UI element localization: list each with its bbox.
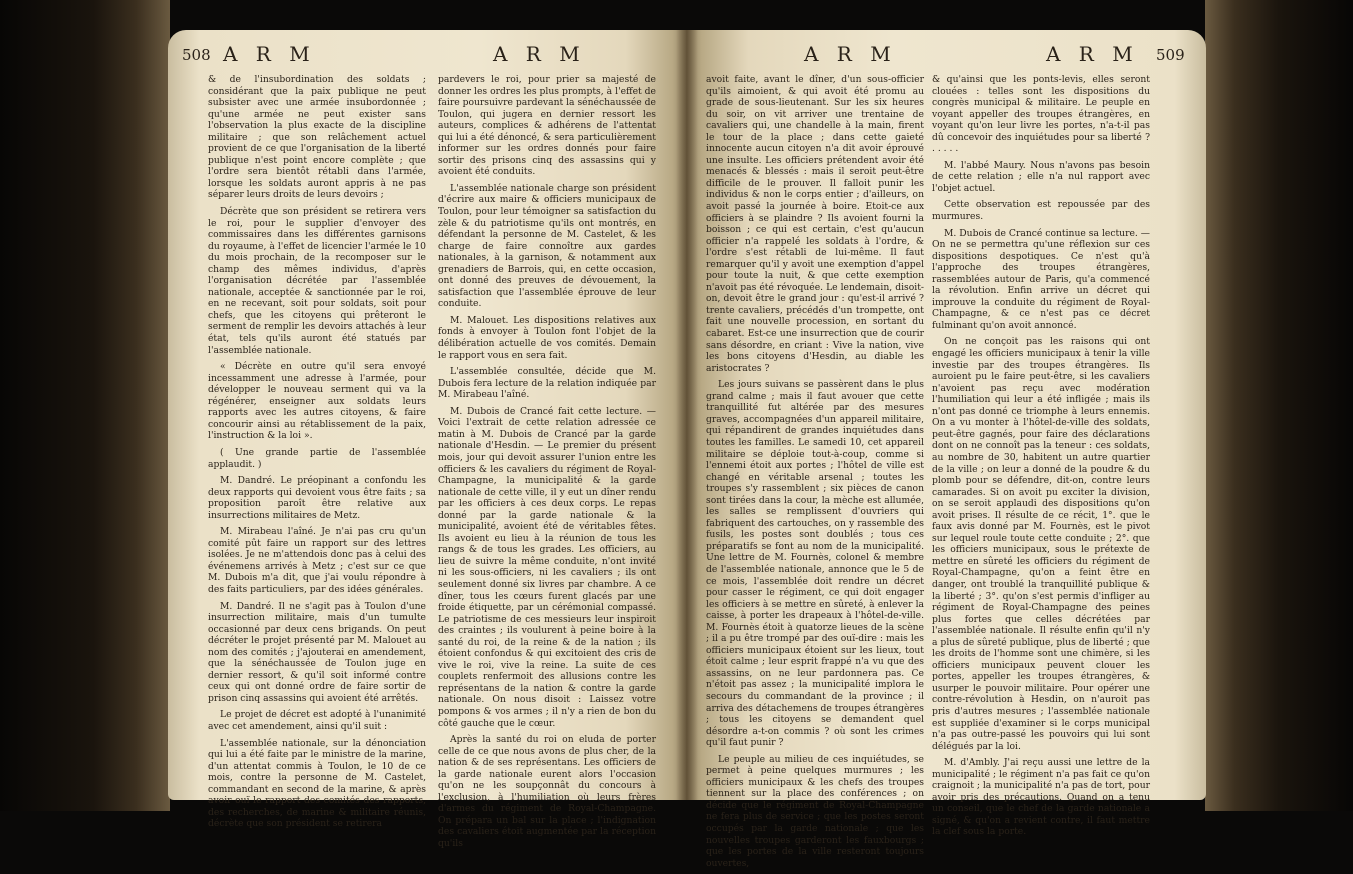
paragraph: Cette observation est repoussée par des murmures.	[932, 199, 1150, 223]
paragraph: L'assemblée consultée, décide que M. Dubois fera lecture de la relation indiquée par M. Mirabeau l'aîné.	[438, 366, 656, 401]
right-page-header	[686, 42, 1206, 68]
right-page	[686, 30, 1206, 869]
running-head: A R M	[804, 42, 897, 66]
paragraph: « Décrète en outre qu'il sera envoyé incessamment une adresse à l'armée, pour développer le nouveau serment qui va la régénérer, enseigner aux soldats leurs rapports avec les autres citoyens, & faire concourir ainsi au rétablissement de la paix, l'instruction & la loi ».	[208, 361, 426, 442]
book-gutter	[676, 30, 698, 800]
paragraph: M. Mirabeau l'aîné. Je n'ai pas cru qu'un comité pût faire un rapport sur des lettres isolées. Je ne m'attendois donc pas à celui des événemens arrivés à Metz ; c'est sur ce que M. Dubois m'a dit, que j'ai voulu répondre à des faits particuliers, par des idées générales.	[208, 526, 426, 595]
page-number: 508	[182, 46, 211, 64]
paragraph: Le peuple au milieu de ces inquiétudes, se permet à peine quelques murmures ; les officiers municipaux & les chefs des troupes tiennent sur la place des conférences ; on décide que le régiment de Royal-Champagne ne fera plus de service ; que les postes seront occupés par la garde nationale ; que les nouvelles troupes garderont les fauxbourgs ; que les portes de la ville resteront toujours ouvertes,	[706, 753, 924, 869]
running-head: A R M	[223, 42, 316, 66]
paragraph: & qu'ainsi que les ponts-levis, elles seront clouées : telles sont les dispositions du congrès municipal & militaire. Le peuple en voyant appeller des troupes étrangères, en voyant qu'on leur livre les portes, n'a-t-il pas dû concevoir des inquiétudes pour sa liberté ? . . . . .	[932, 74, 1150, 155]
left-page-edges	[0, 0, 170, 811]
paragraph: M. Malouet. Les dispositions relatives aux fonds à envoyer à Toulon font l'objet de la délibération actuelle de vos comités. Demain le rapport vous en sera fait.	[438, 314, 656, 361]
paragraph: Décrète que son président se retirera vers le roi, pour le supplier d'envoyer des commissaires dans les différentes garnisons du royaume, à l'effet de licencier l'armée le 10 du mois prochain, de la recomposer sur le champ des mêmes individus, d'après l'organisation décrétée par l'assemblée nationale, acceptée & sanctionnée par le roi, en ne recevant, soit pour soldats, soit pour chefs, que les citoyens qui prêteront le serment de remplir les devoirs attachés à leur état, tels qu'ils auront été statués par l'assemblée nationale.	[208, 206, 426, 356]
paragraph: M. Dandré. Le préopinant a confondu les deux rapports qui devoient vous être faits ; sa proposition paroît être relative aux insurrections militaires de Metz.	[208, 475, 426, 521]
running-head: A R M	[1046, 42, 1139, 66]
paragraph: M. Dandré. Il ne s'agit pas à Toulon d'une insurrection militaire, mais d'un tumulte occasionné par deux cens brigands. On peut décréter le projet présenté par M. Malouet au nom des comités ; j'ajouterai en amendement, que la sénéchaussée de Toulon juge en dernier ressort, & qu'il soit informé contre ceux qui ont donné ordre de faire sortir de prison cinq assassins qui avoient été arrêtés.	[208, 600, 426, 704]
paragraph: M. Dubois de Crancé continue sa lecture. — On ne se permettra qu'une réflexion sur ces dispositions despotiques. Ce n'est qu'à l'approche des troupes étrangères, rassemblées autour de Paris, qu'a commencé la révolution. Enfin arrive un décret qui improuve la conduite du régiment de Royal-Champagne, & ce n'est pas ce décret fulminant qu'on avoit annoncé.	[932, 227, 1150, 331]
paragraph: avoit faite, avant le dîner, d'un sous-officier qu'ils aimoient, & qui avoit été promu au grade de sous-lieutenant. Sur les six heures du soir, on vit arriver une trentaine de cavaliers qui, une chandelle à la main, firent le tour de la place ; dans cette gaieté innocente aucun citoyen n'a dit avoir éprouvé une insulte. Les officiers prétendent avoir été menacés & blessés : mais il seroit peut-être difficile de le prouver. Il falloit punir les individus & non le corps entier ; d'ailleurs, on avoit passé la journée à boire. Etoit-ce aux officiers à se plaindre ? Ils avoient fourni la boisson ; ce qui est certain, c'est qu'aucun officier n'a rappelé les soldats à l'ordre, & l'ordre s'est rétabli de lui-même. Il faut remarquer qu'il y avoit une exemption d'appel pour toute la nuit, & que cette exemption n'avoit pas été révoquée. Le lendemain, disoit-on, devoit être le grand jour : qu'est-il arrivé ? trente cavaliers, précédés d'un trompette, ont fait une nouvelle procession, en sortant du cabaret. Est-ce une insurrection que de courir sans désordre, en criant : Vive la nation, vive les bons citoyens d'Hesdin, au diable les aristocrates ?	[706, 74, 924, 374]
paragraph: Les jours suivans se passèrent dans le plus grand calme ; mais il faut avouer que cette tranquillité fut altérée par des mesures graves, accompagnées d'un appareil militaire, qui répandirent de grandes inquiétudes dans toutes les familles. Le samedi 10, cet appareil militaire se déploie tout-à-coup, comme si l'ennemi étoit aux portes ; l'hôtel de ville est changé en véritable arsenal ; toutes les troupes s'y rassemblent ; six pièces de canon sont tirées dans la cour, la mèche est allumée, les salles se remplissent d'ouvriers qui fabriquent des cartouches, on y rassemble des fusils, les postes sont doublés ; tous ces préparatifs se font au nom de la municipalité. Une lettre de M. Fournès, colonel & membre de l'assemblée nationale, annonce que le 5 de ce mois, l'assemblée doit rendre un décret pour casser le régiment, ce qui doit engager les officiers à se mettre en sûreté, à enlever la caisse, à porter les drapeaux à l'hôtel-de-ville. M. Fournès étoit à quatorze lieues de la scène ; il a pu être trompé par des ouï-dire : mais les officiers municipaux étoient sur les lieux, tout étoit calme ; leur esprit frappé n'a vu que des assassins, on ne leur pardonnera pas. Ce n'étoit pas assez ; la municipalité implora le secours du commandant de la province ; il arriva des détachemens de troupes étrangères ; tous les citoyens se demandent quel désordre a-t-on commis ? où sont les crimes qu'il faut punir ?	[706, 379, 924, 749]
text-column-1	[706, 74, 924, 874]
paragraph: & de l'insubordination des soldats ; considérant que la paix publique ne peut subsister avec une armée insubordonnée ; qu'une armée ne peut exister sans l'observation la plus exacte de la discipline militaire ; que son relâchement actuel provient de ce que l'organisation de la liberté publique n'est point encore complète ; que l'ordre sera bientôt rétabli dans l'armée, lorsque les soldats auront appris à ne pas séparer leurs droits de leurs devoirs ;	[208, 74, 426, 201]
paragraph: L'assemblée nationale charge son président d'écrire aux maire & officiers municipaux de Toulon, pour leur témoigner sa satisfaction du zèle & du patriotisme qu'ils ont montrés, en défendant la personne de M. Castelet, & les charge de faire connoître aux gardes nationales, à la garnison, & notamment aux grenadiers de Barrois, qui, en cette occasion, ont donné des preuves de dévouement, la satisfaction que l'assemblée éprouve de leur conduite.	[438, 182, 656, 310]
paragraph: L'assemblée nationale, sur la dénonciation qui lui a été faite par le ministre de la marine, d'un attentat commis à Toulon, le 10 de ce mois, contre la personne de M. Castelet, commandant en second de la marine, & après avoir ouï le rapport des comités des rapports, des recherches, de marine & militaire réunis, décrète que son président se retirera	[208, 737, 426, 830]
paragraph: ( Une grande partie de l'assemblée applaudit. )	[208, 446, 426, 470]
text-column-2	[932, 74, 1150, 843]
right-page-edges	[1205, 0, 1353, 811]
left-page-header	[168, 42, 688, 68]
paragraph: On ne conçoit pas les raisons qui ont engagé les officiers municipaux à tenir la ville investie par des troupes étrangères. Ils auroient pu le faire peut-être, si les cavaliers n'avoient pas reçu avec modération l'humiliation qui leur a été infligée ; mais ils n'ont pas donné ce triomphe à leurs ennemis. On a vu monter à l'hôtel-de-ville des soldats, peut-être gagnés, pour faire des déclarations dont on ne connoît pas la teneur : ces soldats, au nombre de 30, habitent un autre quartier de la ville ; on leur a donné de la poudre & du plomb pour se défendre, dit-on, contre leurs camarades. Si on avoit pu exciter la division, on se seroit applaudi des dispositions qu'on avoit prises. Il résulte de ce récit, 1°. que le faux avis donné par M. Fournès, est le pivot sur lequel roule toute cette conduite ; 2°. que les officiers municipaux, sous le prétexte de mettre en sûreté les officiers du régiment de Royal-Champagne, qu'on a feint être en danger, ont troublé la tranquillité publique & la liberté ; 3°. qu'on s'est permis d'infliger au régiment de Royal-Champagne des peines plus fortes que celles décrétées par l'assemblée nationale. Il résulte enfin qu'il n'y a plus de sûreté publique, plus de liberté ; que les droits de l'homme sont une chimère, si les officiers municipaux peuvent clouer les portes, appeller les troupes étrangères, & usurper le pouvoir militaire. Pour opérer une contre-révolution à Hesdin, on n'auroit pas pris d'autres mesures ; l'assemblée nationale est suppliée d'examiner si le corps municipal n'a pas outre-passé les pouvoirs qui lui sont délégués par la loi.	[932, 336, 1150, 752]
page-number: 509	[1156, 46, 1185, 64]
paragraph: pardevers le roi, pour prier sa majesté de donner les ordres les plus prompts, à l'effet de faire poursuivre pardevant la sénéchaussée de Toulon, qui jugera en dernier ressort les auteurs, complices & adhérens de l'attentat qui lui a été dénoncé, & sera particulièrement informer sur les ordres donnés pour faire sortir des prisons cinq des assassins qui y avoient été conduits.	[438, 74, 656, 178]
text-column-1	[208, 74, 426, 835]
left-page	[168, 30, 688, 849]
text-column-2	[438, 74, 656, 855]
paragraph: Après la santé du roi on eluda de porter celle de ce que nous avons de plus cher, de la nation & de ses représentans. Les officiers de la garde nationale eurent alors l'occasion qu'on ne les soupçonnât du concours à l'exclusion, à l'humiliation où leurs frères d'armes du régiment de Royal-Champagne. On prépara un bal sur la place ; l'indignation des cavaliers étoit augmentée par la réception qu'ils	[438, 734, 656, 849]
paragraph: M. Dubois de Crancé fait cette lecture. — Voici l'extrait de cette relation adressée ce matin à M. Dubois de Crancé par la garde nationale d'Hesdin. — Le premier du présent mois, jour qui devoit assurer l'union entre les officiers & les cavaliers du régiment de Royal-Champagne, la municipalité & la garde nationale de cette ville, il y eut un dîner rendu par les officiers à ces deux corps. Le repas donné par la garde nationale & la municipalité, avoient été de véritables fêtes. Ils avoient eu lieu à la réunion de tous les rangs & de tous les grades. Les officiers, au lieu de suivre la même conduite, n'ont invité ni les sous-officiers, ni les cavaliers ; ils ont seulement donné six livres par chambre. A ce dîner, tous les cœurs furent glacés par une froide étiquette, par un cérémonial compassé. Le patriotisme de ces messieurs leur inspiroit des craintes ; ils voulurent à peine boire à la santé du roi, de la reine & de la nation ; ils étoient confondus & qui excitoient des cris de vive le roi, vive la reine. La suite de ces couplets renfermoit des allusions contre les représentans de la nation & contre la garde nationale. On nous disoit : Laissez votre pompons & vos armes ; il n'y a rien de bon du côté gauche que le cœur.	[438, 405, 656, 729]
paragraph: M. d'Ambly. J'ai reçu aussi une lettre de la municipalité ; le régiment n'a pas fait ce qu'on craignoit ; la municipalité n'a pas de tort, pour avoir pris des précautions. Quand on a tenu un conseil, que le chef de la garde nationale a signé, & qu'on a revient contre, il faut mettre la clef sous la porte.	[932, 757, 1150, 838]
running-head: A R M	[493, 42, 586, 66]
paragraph: Le projet de décret est adopté à l'unanimité avec cet amendement, ainsi qu'il suit :	[208, 709, 426, 732]
paragraph: M. l'abbé Maury. Nous n'avons pas besoin de cette relation ; elle n'a nul rapport avec l'objet actuel.	[932, 159, 1150, 194]
